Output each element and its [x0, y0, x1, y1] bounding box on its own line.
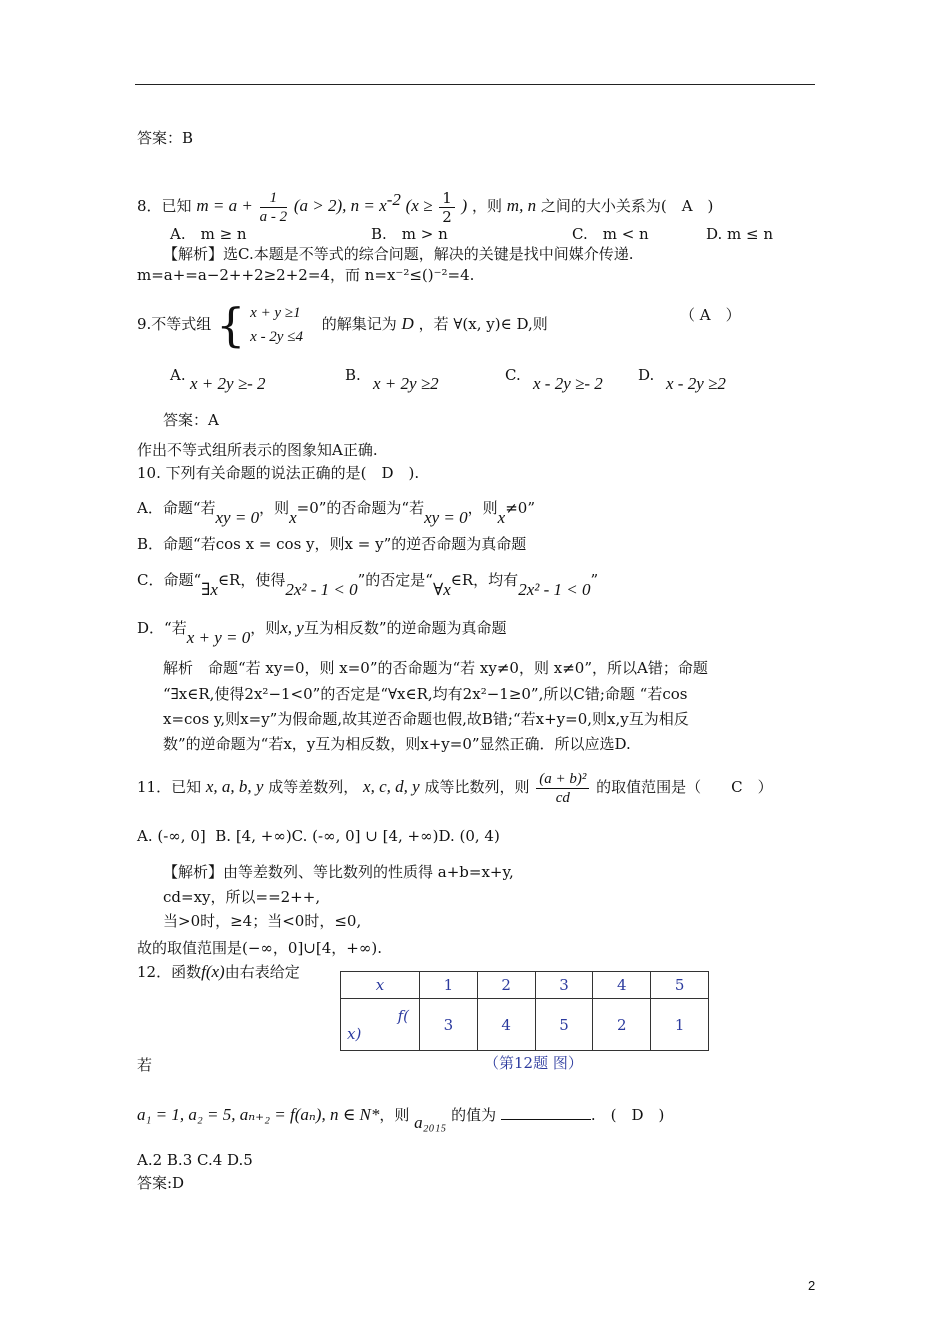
q12-ruo: 若	[137, 1056, 153, 1074]
q10-option-b: B．命题“若cos x = cos y，则x = y”的逆否命题为真命题	[137, 535, 527, 553]
answer-q12: 答案:D	[137, 1174, 185, 1192]
q8-option-a: A. m ≥ n	[170, 225, 247, 243]
q10-analysis-2: “∃x∈R,使得2x²−1<0”的否定是“∀x∈R,均有2x²−1≥0”,所以C错;命题 “若cos	[163, 685, 688, 703]
q12-options: A.2 B.3 C.4 D.5	[137, 1151, 253, 1169]
system-brace: {	[216, 298, 246, 352]
q8-lead: 8．已知	[137, 197, 192, 215]
q9-option-a-label: A.	[170, 366, 186, 384]
q10-option-d: D．“若x + y = 0，则x, y互为相反数”的逆命题为真命题	[137, 618, 507, 647]
q9-note: 作出不等式组所表示的图象知A正确.	[137, 441, 378, 459]
q8-option-b: B. m > n	[371, 225, 448, 243]
answer-q9: 答案：A	[163, 411, 219, 429]
table-row	[341, 972, 709, 999]
answer-blank	[501, 1105, 591, 1120]
header-rule	[135, 84, 815, 85]
function-table	[340, 971, 709, 1051]
q10-option-c: C．命题“∃x∈R，使得2x² - 1 < 0”的否定是“∀x∈R，均有2x² - 1 < 0”	[137, 571, 599, 599]
q10-analysis-4: 数”的逆命题为“若x，y互为相反数，则x+y=0”显然正确．所以应选D.	[163, 735, 631, 753]
table-cell: 3	[535, 972, 593, 999]
table-cell: x	[341, 972, 420, 999]
table-caption: （第12题 图）	[484, 1054, 583, 1072]
q8-cond2: (x ≥	[405, 196, 433, 215]
q8-cond1: (a > 2), n = x	[293, 196, 387, 215]
q9-option-d-label: D.	[638, 366, 655, 384]
q8-exp: -2	[386, 190, 401, 209]
q8-fraction-1: $\frac{1}{a - 2}$	[259, 189, 288, 225]
q8-option-d: D. m ≤ n	[706, 225, 774, 243]
table-cell: 1	[651, 999, 709, 1051]
question-12: 12．函数f(x)由右表给定	[137, 962, 300, 981]
answer-q7: 答案：B	[137, 129, 194, 147]
question-9: 9.不等式组 { x + y ≥1 x - 2y ≤4 的解集记为 D ，若 ∀(x, y)∈ D,则	[137, 298, 548, 352]
table-row	[341, 999, 709, 1051]
q9-option-c-label: C.	[505, 366, 521, 384]
q9-option-a: x + 2y ≥- 2	[190, 374, 266, 393]
table-cell: 1	[420, 972, 478, 999]
table-cell: 2	[477, 972, 535, 999]
table-cell: 4	[593, 972, 651, 999]
q11-fraction: $\frac{\text{(a + b)²}}{cd}$	[536, 770, 589, 807]
q8-analysis-2: m=a+=a−2++2≥2+2=4，而 n=x⁻²≤()⁻²=4.	[137, 266, 475, 284]
table-cell: 5	[535, 999, 593, 1051]
q9-option-d: x - 2y ≥2	[666, 374, 726, 393]
q8-fraction-2: $\frac{1}{2}$	[439, 189, 455, 226]
inequality-system: x + y ≥1 x - 2y ≤4	[250, 305, 303, 345]
q10-analysis-1: 解析 命题“若 xy=0，则 x=0”的否命题为“若 xy≠0，则 x≠0”，所以A错；命题	[163, 659, 708, 677]
q11-options: A. (-∞, 0] B. [4, +∞)C. (-∞, 0] ∪ [4, +∞)D. (0, 4)	[137, 827, 500, 845]
table-cell: 3	[420, 999, 478, 1051]
q11-analysis-4: 故的取值范围是(−∞，0]∪[4，+∞).	[137, 939, 382, 957]
question-8: 8．已知 m = a + $\frac{1}{a - 2}$ (a > 2), $n = x^{-2}$ (x ≥ $\frac{1}{2}$ ) ，则 m, n 之间的大小关系为( A )	[137, 188, 714, 226]
question-11: 11．已知 x, a, b, y 成等差数列， x, c, d, y 成等比数列，则 $\frac{\text{(a + b)²}}{cd}$ 的取值范围是（ C ）	[137, 770, 773, 806]
q10-analysis-3: x=cos y,则x=y”为假命题,故其逆否命题也假,故B错;“若x+y=0,则x,y互为相反	[163, 710, 689, 728]
q11-analysis-2: cd=xy，所以==2++,	[163, 888, 321, 906]
table-cell: f( x)	[341, 999, 420, 1051]
q8-option-c: C. m < n	[572, 225, 649, 243]
page-number: 2	[808, 1278, 816, 1293]
q11-analysis-3: 当>0时，≥4；当<0时，≤0,	[163, 912, 362, 930]
q8-expr-m: m = a +	[196, 196, 253, 215]
q8-analysis-1: 【解析】选C.本题是不等式的综合问题，解决的关键是找中间媒介传递.	[163, 245, 634, 263]
question-10: 10. 下列有关命题的说法正确的是( D ).	[137, 464, 420, 482]
q9-option-c: x - 2y ≥- 2	[533, 374, 603, 393]
table-cell: 5	[651, 972, 709, 999]
table-cell: 2	[593, 999, 651, 1051]
q9-option-b: x + 2y ≥2	[373, 374, 439, 393]
q11-analysis-1: 【解析】由等差数列、等比数列的性质得 a+b=x+y,	[163, 863, 514, 881]
q12-recurrence-line: a₁ = 1, a₂ = 5, aₙ₊₂ = f(aₙ), n ∈ N*，则 a₂₀₁₅ 的值为 . ( D )	[137, 1105, 665, 1132]
q10-option-a: A．命题“若xy = 0，则x=0”的否命题为“若xy = 0，则x≠0”	[137, 499, 535, 527]
q9-option-b-label: B.	[345, 366, 361, 384]
table-cell: 4	[477, 999, 535, 1051]
q9-answer-tag: （ A ）	[680, 306, 741, 324]
